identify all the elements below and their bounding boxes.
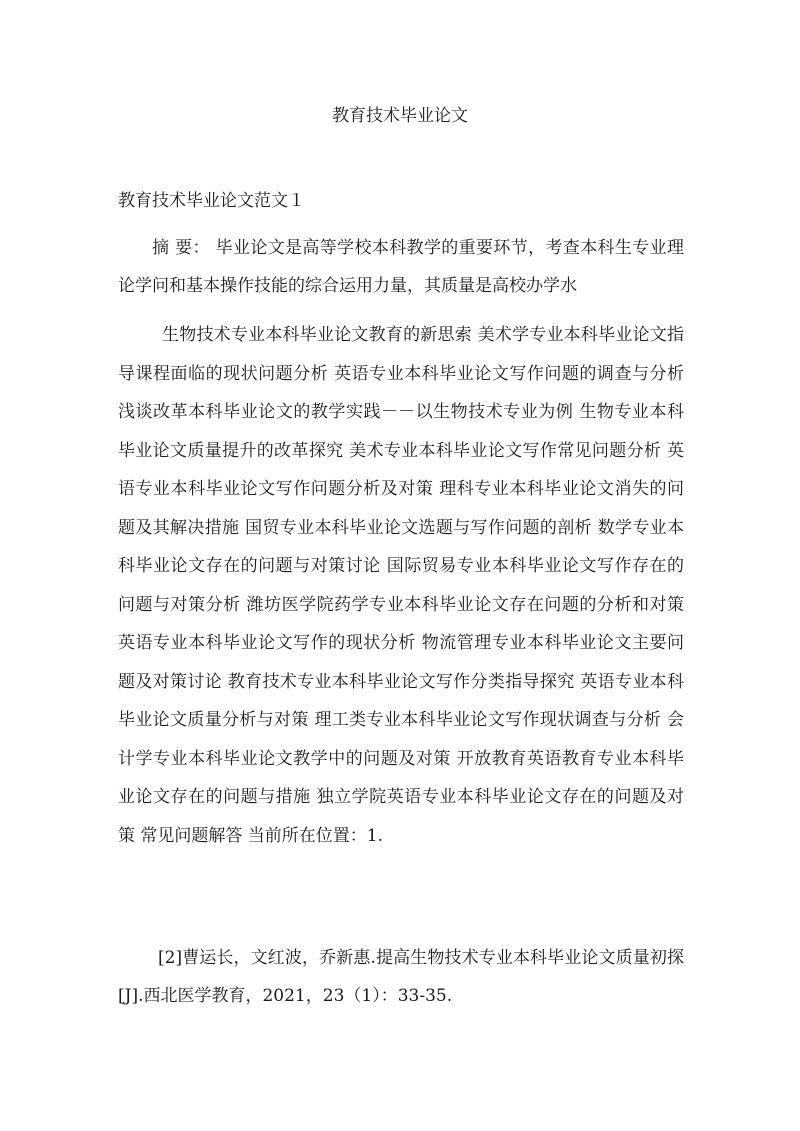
abstract-paragraph: 摘 要： 毕业论文是高等学校本科教学的重要环节，考查本科生专业理论学问和基本操作技能的综合运用力量，其质量是高校办学水	[118, 238, 684, 296]
document-title: 教育技术毕业论文	[332, 106, 468, 126]
reference-paragraph: [2]曹运长，文红波，乔新惠.提高生物技术专业本科毕业论文质量初探[J].西北医学教育，2021，23（1）：33-35.	[118, 948, 684, 1006]
section-subtitle: 教育技术毕业论文范文１	[118, 191, 305, 211]
topic-list-paragraph: 生物技术专业本科毕业论文教育的新思索 美术学专业本科毕业论文指导课程面临的现状问题分析 英语专业本科毕业论文写作问题的调查与分析 浅谈改革本科毕业论文的教学实践－－以生物技术专业为例 生物专业本科毕业论文质量提升的改革探究 美术专业本科毕业论文写作常见问题分析 英语专业本科毕业论文写作问题分析及对策 理科专业本科毕业论文消失的问题及其解决措施 国贸专业本科毕业论文选题与写作问题的剖析 数学专业本科毕业论文存在的问题与对策讨论 国际贸易专业本科毕业论文写作存在的问题与对策分析 潍坊医学院药学专业本科毕业论文存在问题的分析和对策 英语专业本科毕业论文写作的现状分析 物流管理专业本科毕业论文主要问题及对策讨论 教育技术专业本科毕业论文写作分类指导探究 英语专业本科毕业论文质量分析与对策 理工类专业本科毕业论文写作现状调查与分析 会计学专业本科毕业论文教学中的问题及对策 开放教育英语教育专业本科毕业论文存在的问题与措施 独立学院英语专业本科毕业论文存在的问题及对策 常见问题解答 当前所在位置：1.	[118, 325, 684, 846]
